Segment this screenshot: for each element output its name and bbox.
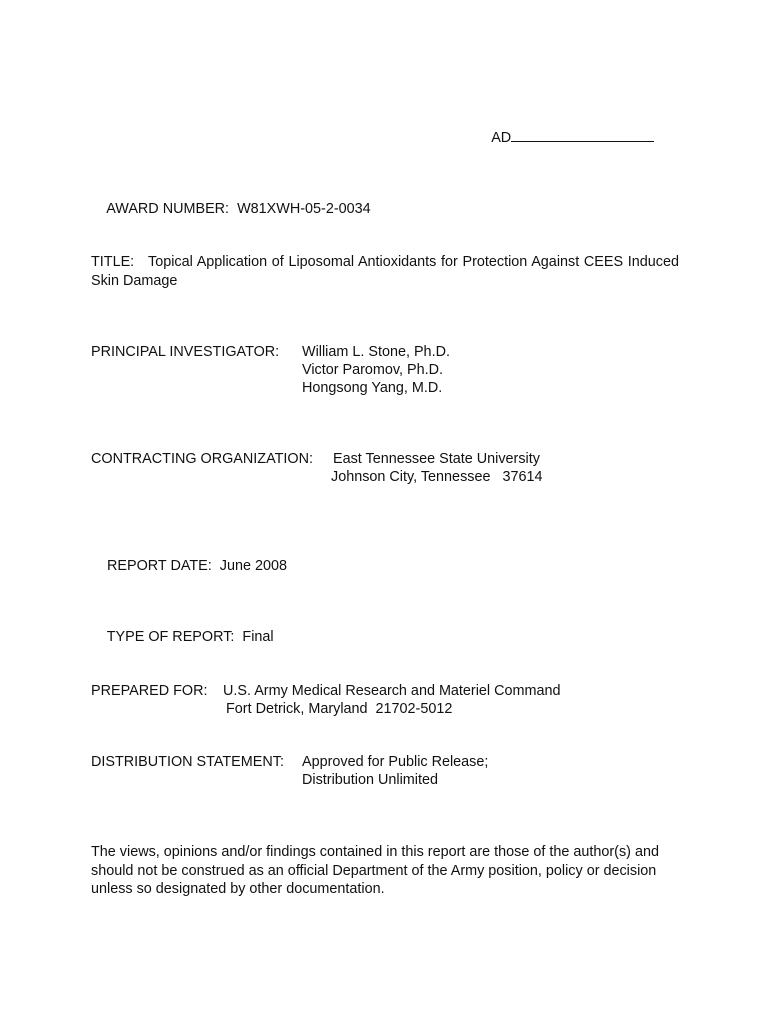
- award-number: [91, 182, 371, 236]
- investigator-name: Victor Paromov, Ph.D.: [302, 362, 444, 378]
- report-type-value: Final: [242, 629, 274, 645]
- organization-address: Johnson City, Tennessee 37614: [331, 469, 543, 485]
- title-value: Topical Application of Liposomal Antioxidants for Protection Against CEES Induced Skin Damage: [91, 254, 679, 289]
- prepared-for-organization: U.S. Army Medical Research and Materiel Command: [223, 683, 561, 699]
- report-date: [91, 539, 287, 593]
- investigator-name: William L. Stone, Ph.D.: [302, 344, 450, 360]
- ad-field: [476, 111, 654, 165]
- investigator-name: Hongsong Yang, M.D.: [302, 380, 443, 396]
- contracting-organization-label: CONTRACTING ORGANIZATION:: [91, 451, 313, 467]
- prepared-for-label: PREPARED FOR:: [91, 683, 208, 699]
- principal-investigator-label: PRINCIPAL INVESTIGATOR:: [91, 344, 280, 360]
- organization-name: East Tennessee State University: [333, 451, 540, 467]
- award-number-value: W81XWH-05-2-0034: [237, 201, 371, 217]
- report-date-value: June 2008: [219, 558, 287, 574]
- title-label: TITLE:: [91, 254, 135, 270]
- report-type-label: TYPE OF REPORT:: [106, 629, 235, 645]
- prepared-for-address: Fort Detrick, Maryland 21702-5012: [226, 701, 453, 717]
- report-date-label: REPORT DATE:: [107, 558, 212, 574]
- disclaimer-paragraph: The views, opinions and/or findings contained in this report are those of the author(s) and should not be construed as an official Department of the Army position, policy or decision unless so designated by other documentation.: [91, 844, 659, 897]
- distribution-statement-label: DISTRIBUTION STATEMENT:: [91, 754, 284, 770]
- ad-label: AD: [491, 130, 512, 146]
- distribution-statement-value: Distribution Unlimited: [302, 772, 438, 788]
- report-type: [91, 610, 274, 664]
- distribution-statement-value: Approved for Public Release;: [302, 754, 489, 770]
- report-title: [91, 253, 679, 290]
- award-number-label: AWARD NUMBER:: [106, 201, 230, 217]
- ad-blank-line: [511, 129, 654, 142]
